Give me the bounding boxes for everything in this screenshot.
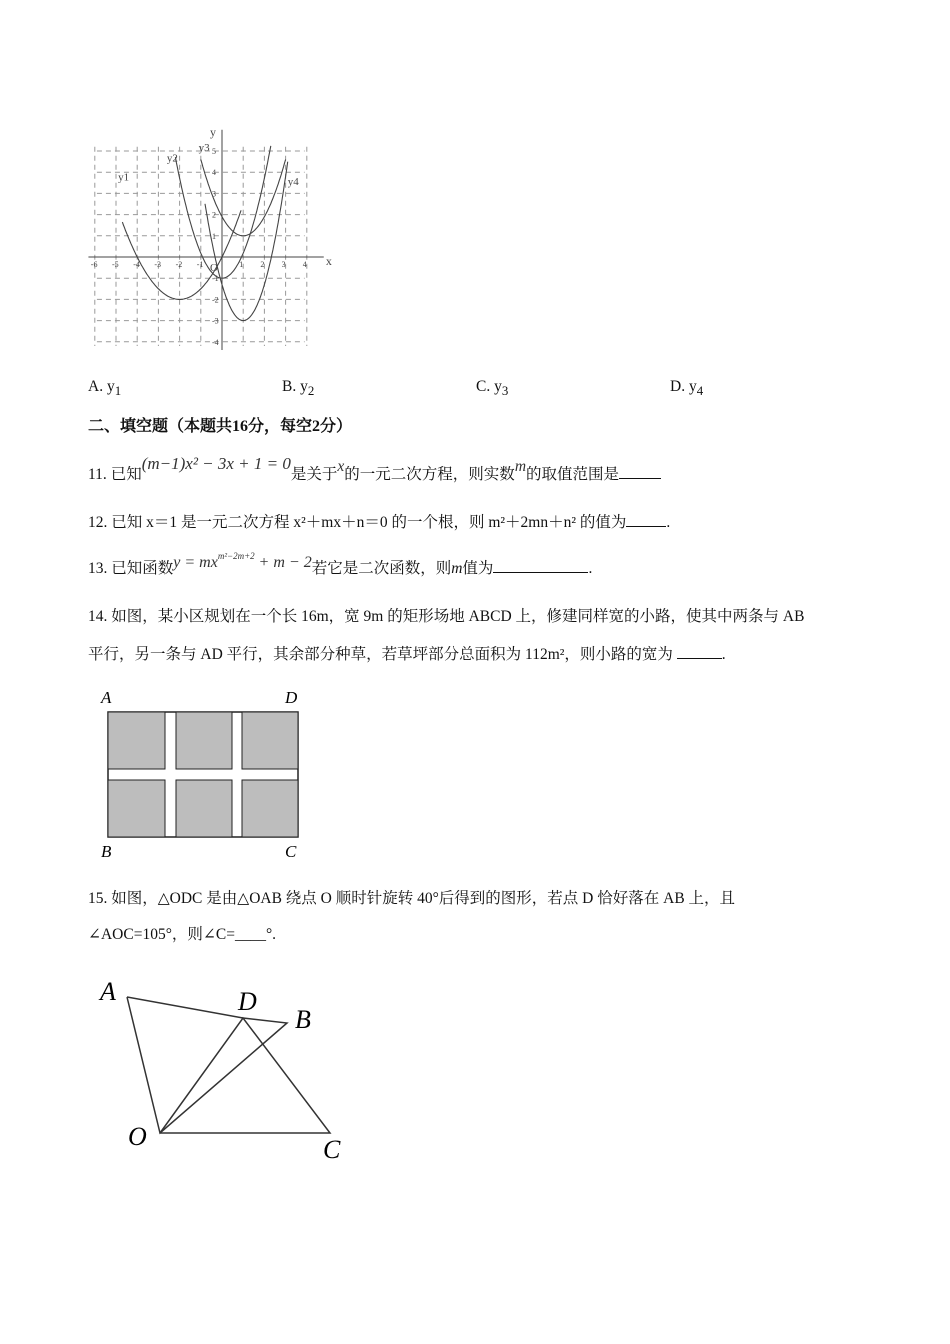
label-d: D	[238, 987, 257, 1016]
option-d[interactable]: D. $y_4$	[670, 378, 704, 399]
curve-label-y4: y4	[287, 175, 299, 188]
curve-label-y1: y1	[118, 171, 130, 184]
question-11: 11. 已知(m−1)x² − 3x + 1 = 0是关于x的一元二次方程，则实数m的取值范围是	[88, 462, 661, 484]
answer-blank[interactable]	[677, 644, 722, 659]
question-14-line2: 平行，另一条与 AD 平行，其余部分种草，若草坪部分总面积为 112m²，则小路的宽为 .	[88, 646, 726, 663]
question-15-line2: ∠AOC=105°，则∠C=____°.	[88, 926, 277, 943]
x-tick-label: 3	[281, 260, 286, 269]
label-o: O	[128, 1122, 147, 1151]
y-tick-label: 1	[212, 231, 216, 241]
option-b[interactable]: B. $y_2$	[282, 378, 315, 399]
question-12: 12. 已知 x＝1 是一元二次方程 x²＋mx＋n＝0 的一个根，则 m²＋2mn＋n² 的值为 .	[88, 514, 671, 531]
question-14-line1: 14. 如图，某小区规划在一个长 16m，宽 9m 的矩形场地 ABCD 上，修建同样宽的小路，使其中两条与 AB	[88, 608, 805, 625]
label-d: D	[285, 688, 298, 707]
x-tick-label: 4	[302, 260, 307, 269]
x-tick-label: -2	[175, 260, 183, 269]
curve-label-y3: y3	[198, 142, 210, 154]
option-c[interactable]: C. $y_3$	[476, 378, 509, 399]
rotation-triangle-figure	[95, 970, 365, 1170]
parabola-y1	[122, 210, 244, 299]
answer-blank[interactable]	[626, 512, 666, 527]
y-tick-label: 5	[212, 147, 216, 156]
label-b: B	[101, 842, 112, 860]
y-tick-label: -1	[212, 274, 219, 284]
y-tick-label: -3	[212, 316, 219, 326]
section-title: 二、填空题（本题共16分，每空2分）	[88, 418, 353, 435]
curve-label-y2: y2	[166, 152, 178, 165]
x-axis-label: x	[325, 254, 332, 268]
x-tick-label: -3	[154, 260, 162, 269]
answer-blank[interactable]	[619, 464, 661, 479]
answer-blank[interactable]	[493, 558, 588, 573]
label-a: A	[101, 688, 112, 707]
y-tick-label: 2	[212, 210, 216, 220]
parabola-y2	[175, 146, 270, 278]
y-tick-label: -4	[212, 337, 219, 347]
x-tick-label: -1	[196, 260, 204, 269]
x-tick-label: -5	[112, 260, 119, 269]
parabola-graph	[85, 125, 335, 350]
label-a: A	[100, 977, 116, 1006]
y-tick-label: -2	[212, 295, 219, 305]
label-c: C	[323, 1135, 341, 1164]
x-tick-label: 1	[239, 260, 244, 269]
origin-label: O	[210, 262, 218, 274]
label-b: B	[295, 1005, 311, 1034]
y-tick-label: 3	[212, 189, 216, 199]
y-tick-label: 4	[212, 168, 216, 178]
question-15-line1: 15. 如图，△ODC 是由△OAB 绕点 O 顺时针旋转 40°后得到的图形，若点 D 恰好落在 AB 上，且	[88, 890, 736, 907]
x-tick-label: -4	[133, 260, 140, 269]
option-a[interactable]: A. $y_1$	[88, 378, 122, 399]
x-tick-label: 2	[260, 260, 265, 269]
rectangle-lawn-figure	[95, 685, 310, 860]
label-c: C	[285, 842, 297, 860]
question-13: 13. 已知函数$y = mx^{m^2-2m+2} + m - 2$若它是二次函数，则m值为 .	[88, 550, 593, 577]
y-axis-label: y	[210, 125, 216, 140]
x-tick-label: -6	[90, 260, 98, 269]
